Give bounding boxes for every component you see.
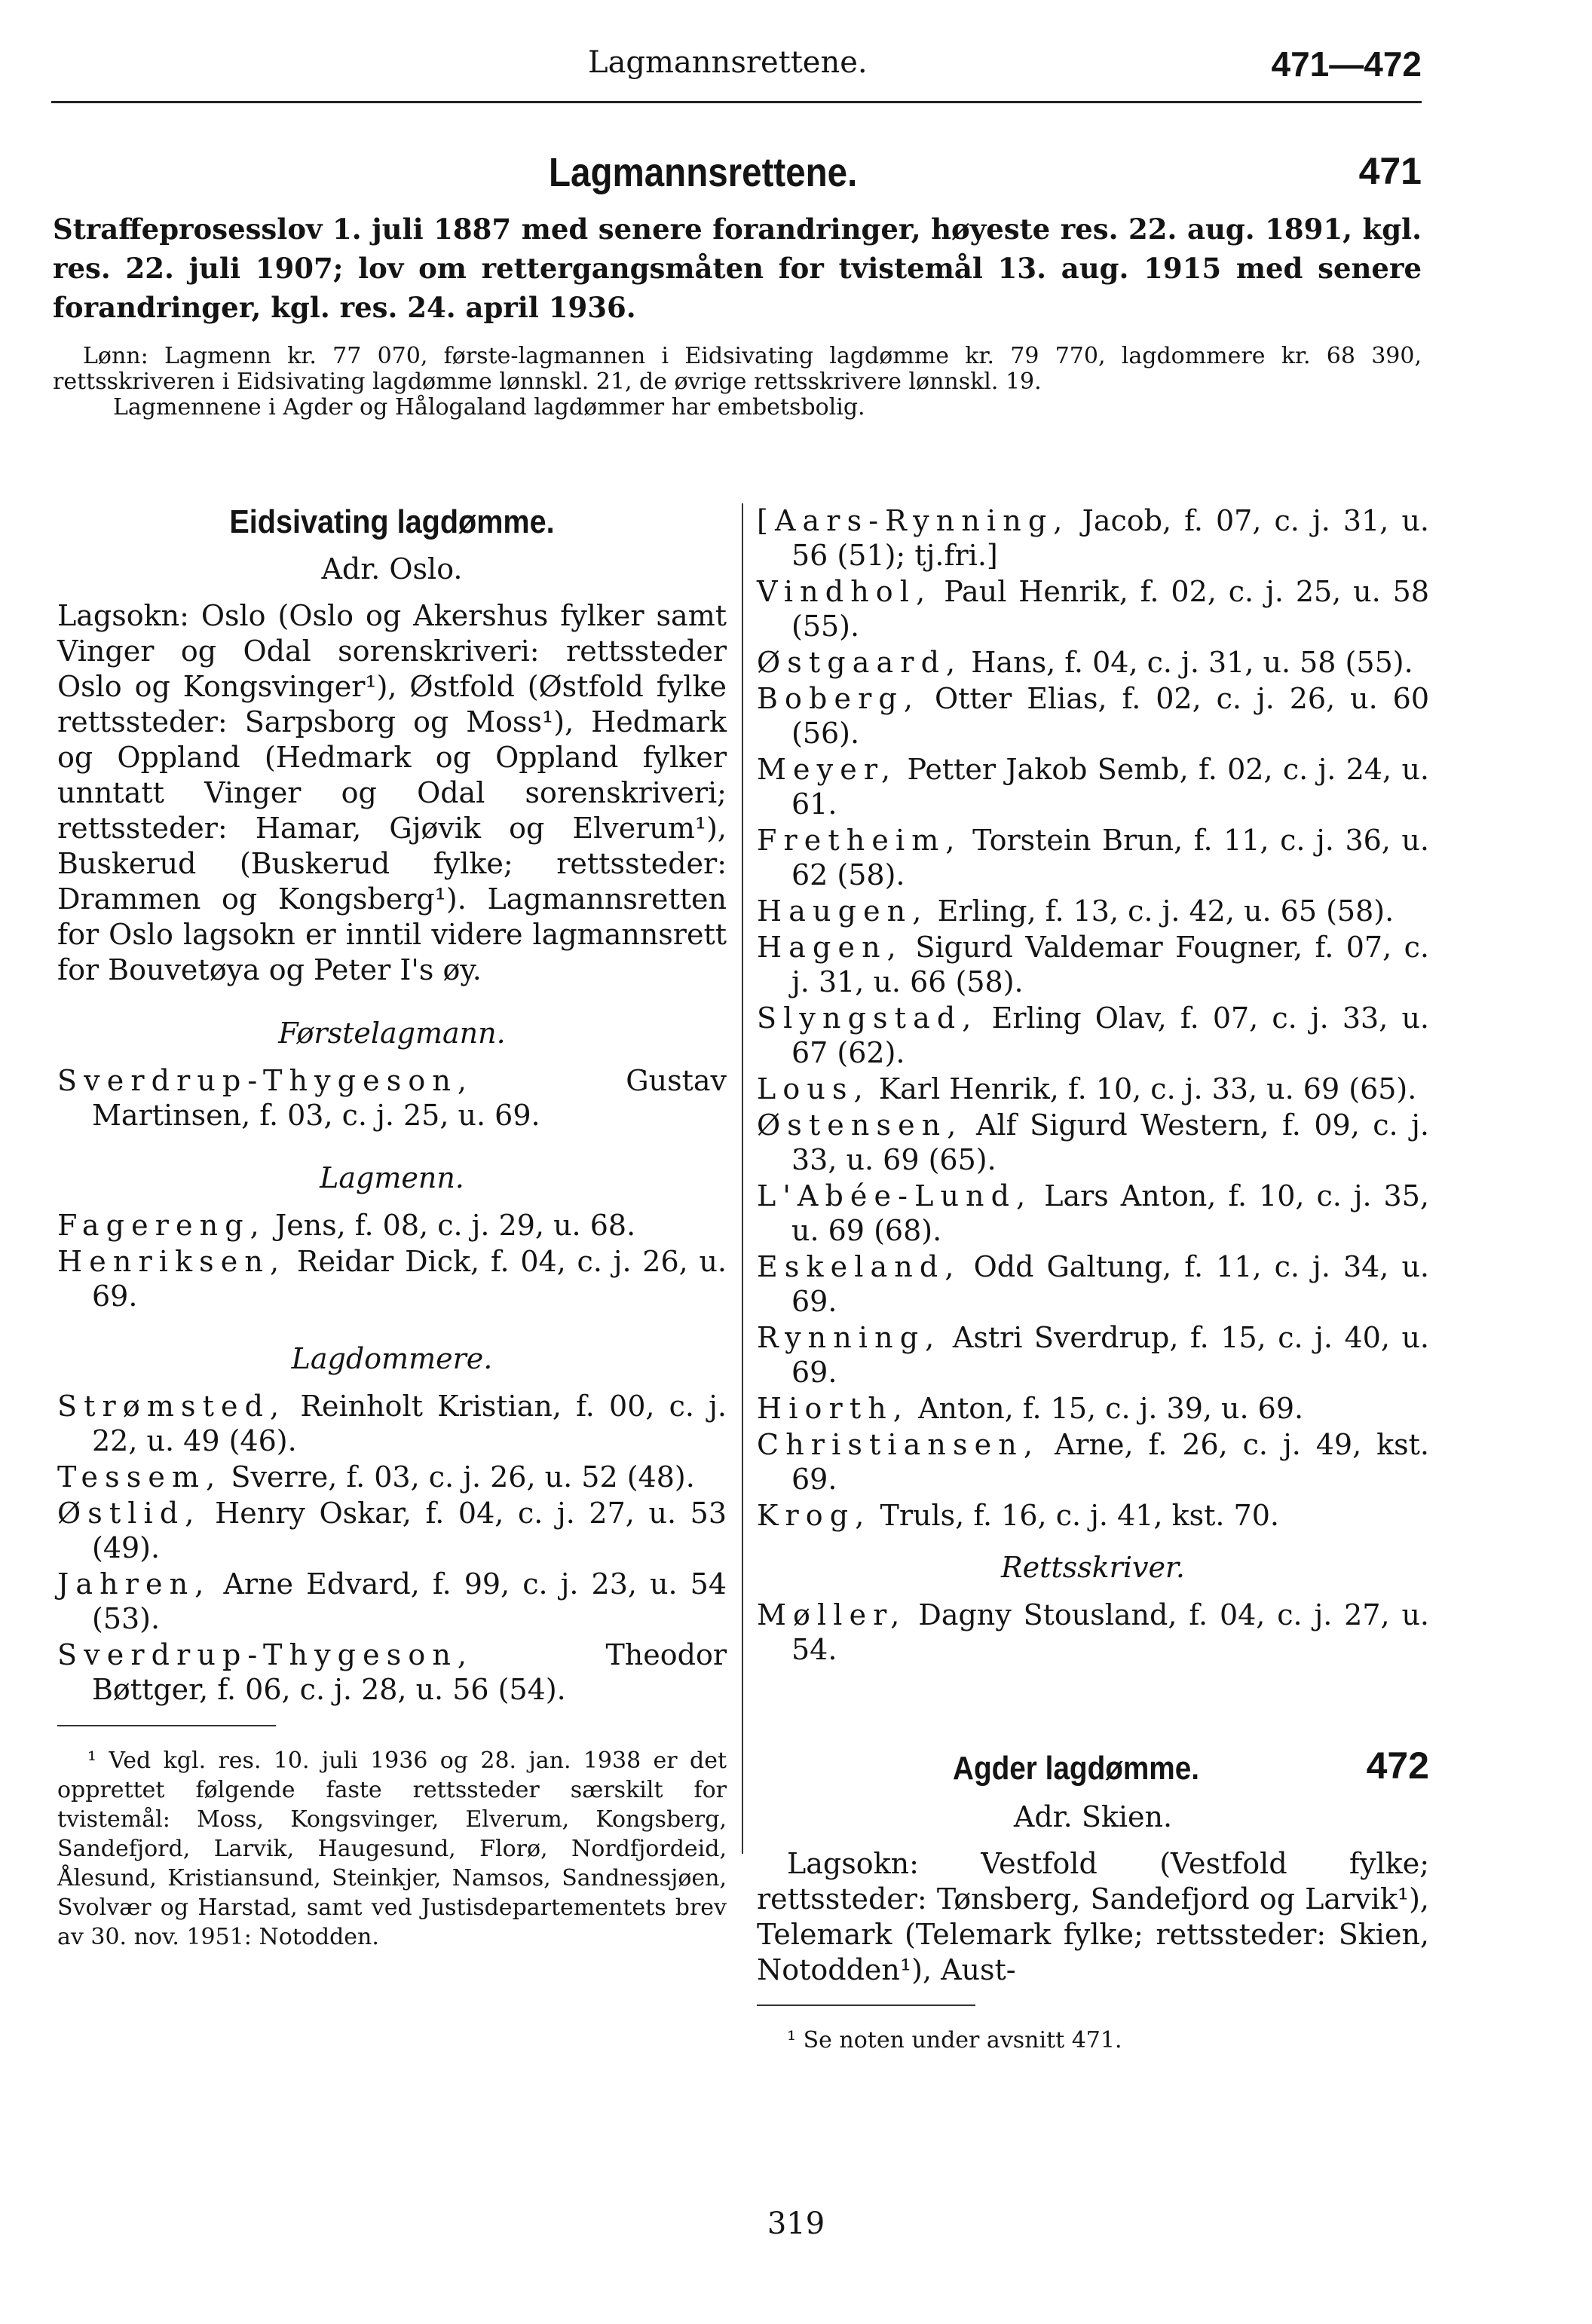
person-details: Anton, f. 15, c. j. 39, u. 69. xyxy=(909,1392,1304,1425)
running-head-title: Lagmannsrettene. xyxy=(588,45,868,80)
person-details: Paul Henrik, f. 02, c. j. 25, u. 58 (55). xyxy=(791,575,1429,643)
person-entry xyxy=(757,1598,1429,1667)
person-surname: Sverdrup-Thygeson, xyxy=(57,1638,474,1671)
person-entry xyxy=(57,1496,727,1565)
person-entry xyxy=(757,574,1429,644)
person-surname: Lous, xyxy=(757,1072,870,1105)
page-number: 319 xyxy=(767,2206,825,2241)
person-surname: Hiorth, xyxy=(757,1392,909,1425)
agder-lagsokn: Lagsokn: Vestfold (Vestfold fylke; rettssteder: Tønsberg, Sandefjord og Larvik¹), Telemark (Telemark fylke; rettssteder: Skien, Notodden¹), Aust- xyxy=(757,1847,1429,1986)
person-details: Henry Oskar, f. 04, c. j. 27, u. 53 (49). xyxy=(92,1497,727,1564)
agder-footnote: ¹ Se noten under avsnitt 471. xyxy=(787,2027,1122,2053)
person-entry xyxy=(757,894,1429,928)
lagdommere-heading: Lagdommere. xyxy=(291,1342,493,1375)
intro-salary-text: Lønn: Lagmenn kr. 77 070, første-lagmannen i Eidsivating lagdømme kr. 79 770, lagdommere kr. 68 390, rettsskriveren i Eidsivating lagdømme lønnskl. 21, de øvrige rettsskrivere lønnskl. 19. xyxy=(53,343,1422,395)
person-details: Theodor Bøttger, f. 06, c. j. 28, u. 56 (54). xyxy=(92,1638,727,1706)
person-details: Torstein Brun, f. 11, c. j. 36, u. 62 (58). xyxy=(791,824,1429,891)
person-surname: Eskeland, xyxy=(757,1250,961,1283)
person-surname: Christiansen, xyxy=(757,1428,1040,1461)
footnote-rule xyxy=(57,1725,276,1726)
person-surname: Strømsted, xyxy=(57,1390,286,1423)
person-details: Dagny Stousland, f. 04, c. j. 27, u. 54. xyxy=(791,1598,1429,1666)
person-entry xyxy=(57,1389,727,1458)
person-surname: Haugen, xyxy=(757,894,929,928)
person-surname: Hagen, xyxy=(757,931,903,964)
person-entry xyxy=(757,681,1429,751)
person-entry xyxy=(57,1638,727,1707)
person-entry xyxy=(57,1208,727,1243)
person-details: Truls, f. 16, c. j. 41, kst. 70. xyxy=(871,1499,1279,1532)
person-entry xyxy=(757,645,1429,680)
person-details: Erling Olav, f. 07, c. j. 33, u. 67 (62). xyxy=(791,1001,1429,1069)
left-column xyxy=(57,503,727,1952)
person-details: Jens, f. 08, c. j. 29, u. 68. xyxy=(265,1209,636,1242)
person-details: Hans, f. 04, c. j. 31, u. 58 (55). xyxy=(962,646,1413,679)
person-entry xyxy=(757,930,1429,999)
person-surname: Jahren, xyxy=(57,1567,211,1601)
person-surname: Rynning, xyxy=(757,1321,941,1354)
person-entry xyxy=(757,1179,1429,1248)
person-surname: [Aars-Rynning, xyxy=(757,504,1070,537)
person-details: Gustav Martinsen, f. 03, c. j. 25, u. 69. xyxy=(92,1064,727,1132)
person-surname: Vindhol, xyxy=(757,575,932,608)
right-column xyxy=(757,503,1429,2055)
person-surname: Krog, xyxy=(757,1499,871,1532)
person-surname: Østensen, xyxy=(757,1108,963,1142)
eidsivating-footnote: ¹ Ved kgl. res. 10. juli 1936 og 28. jan. 1938 er det opprettet følgende faste rettssteder særskilt for tvistemål: Moss, Kongsvinger, Elverum, Kongsberg, Sandefjord, Larvik, Haugesund, Florø, Nordfjordeid, Ålesund, Kristiansund, Steinkjer, Namsos, Sandnessjøen, Svolvær og Harstad, samt ved Justisdepartementets brev av 30. nov. 1951: Notodden. xyxy=(57,1748,727,1950)
person-details: Odd Galtung, f. 11, c. j. 34, u. 69. xyxy=(791,1250,1429,1318)
person-details: Jacob, f. 07, c. j. 31, u. 56 (51); tj.fri.] xyxy=(791,504,1429,572)
person-entry xyxy=(757,503,1429,573)
person-surname: Østlid, xyxy=(57,1497,201,1530)
person-surname: Møller, xyxy=(757,1598,907,1631)
eidsivating-lagsokn: Lagsokn: Oslo (Oslo og Akershus fylker samt Vinger og Odal sorenskriveri: rettssteder Oslo og Kongsvinger¹), Østfold (Østfold fylke rettssteder: Sarpsborg og Moss¹), Hedmark og Oppland (Hedmark og Oppland fylker unntatt Vinger og Odal sorenskriveri; rettssteder: Hamar, Gjøvik og Elverum¹), Buskerud (Buskerud fylke; rettssteder: Drammen og Kongsberg¹). Lagmannsretten for Oslo lagsokn er inntil videre lagmannsrett for Bouvetøya og Peter I's øy. xyxy=(57,599,727,986)
person-entry xyxy=(57,1460,727,1494)
eidsivating-address: Adr. Oslo. xyxy=(321,552,463,586)
person-details: Alf Sigurd Western, f. 09, c. j. 33, u. 69 (65). xyxy=(791,1108,1429,1176)
agder-number: 472 xyxy=(1366,1745,1429,1787)
intro-salary-block xyxy=(53,344,1422,420)
person-entry xyxy=(757,1072,1429,1106)
agder-title: Agder lagdømme. xyxy=(953,1750,1200,1787)
intro-law-text: Straffeprosesslov 1. juli 1887 med senere forandringer, høyeste res. 22. aug. 1891, kgl. res. 22. juli 1907; lov om rettergangsmåten for tvistemål 13. aug. 1915 med senere forandringer, kgl. res. 24. april 1936. xyxy=(53,213,1422,324)
forstelagmann-list xyxy=(57,1063,727,1133)
lagmenn-heading: Lagmenn. xyxy=(320,1161,464,1194)
agder-address: Adr. Skien. xyxy=(1013,1800,1173,1833)
lagdommere-list-left xyxy=(57,1389,727,1707)
agder-heading xyxy=(757,1744,1429,1798)
person-surname: Sverdrup-Thygeson, xyxy=(57,1064,474,1097)
eidsivating-title: Eidsivating lagdømme. xyxy=(229,503,555,540)
person-entry xyxy=(757,1001,1429,1070)
person-details: Karl Henrik, f. 10, c. j. 33, u. 69 (65). xyxy=(869,1072,1417,1105)
person-details: Arne, f. 26, c. j. 49, kst. 69. xyxy=(791,1428,1429,1496)
column-divider xyxy=(742,503,743,1854)
person-surname: Fagereng, xyxy=(57,1209,266,1242)
person-entry xyxy=(757,1498,1429,1533)
person-surname: Tessem, xyxy=(57,1460,222,1494)
person-entry xyxy=(757,1108,1429,1177)
person-details: Arne Edvard, f. 99, c. j. 23, u. 54 (53). xyxy=(92,1567,727,1635)
lagdommere-list-right xyxy=(757,503,1429,1533)
section-title: Lagmannsrettene. xyxy=(549,150,858,195)
person-details: Sigurd Valdemar Fougner, f. 07, c. j. 31, u. 66 (58). xyxy=(791,931,1429,998)
forstelagmann-heading: Førstelagmann. xyxy=(278,1017,506,1050)
person-entry xyxy=(57,1567,727,1636)
person-entry xyxy=(57,1063,727,1133)
person-details: Petter Jakob Semb, f. 02, c. j. 24, u. 61. xyxy=(791,753,1429,821)
rettsskriver-list xyxy=(757,1598,1429,1667)
person-entry xyxy=(757,823,1429,892)
person-entry xyxy=(57,1244,727,1313)
person-details: Sverre, f. 03, c. j. 26, u. 52 (48). xyxy=(222,1460,695,1494)
section-number: 471 xyxy=(1358,150,1422,192)
person-details: Astri Sverdrup, f. 15, c. j. 40, u. 69. xyxy=(791,1321,1429,1389)
person-surname: Meyer, xyxy=(757,753,898,786)
person-entry xyxy=(757,1320,1429,1390)
intro-housing-text: Lagmennene i Agder og Hålogaland lagdømmer har embetsbolig. xyxy=(113,394,865,420)
person-entry xyxy=(757,1427,1429,1497)
person-details: Lars Anton, f. 10, c. j. 35, u. 69 (68). xyxy=(791,1179,1429,1247)
person-entry xyxy=(757,752,1429,821)
person-details: Otter Elias, f. 02, c. j. 26, u. 60 (56). xyxy=(791,682,1429,750)
person-surname: Henriksen, xyxy=(57,1245,286,1278)
person-entry xyxy=(757,1391,1429,1426)
person-entry xyxy=(757,1249,1429,1319)
person-surname: Fretheim, xyxy=(757,824,962,857)
lagmenn-list xyxy=(57,1208,727,1313)
person-details: Reidar Dick, f. 04, c. j. 26, u. 69. xyxy=(92,1245,727,1313)
header-rule xyxy=(51,101,1422,103)
rettsskriver-heading: Rettsskriver. xyxy=(1000,1551,1185,1584)
person-surname: Østgaard, xyxy=(757,646,963,679)
person-surname: Boberg, xyxy=(757,682,920,715)
person-details: Erling, f. 13, c. j. 42, u. 65 (58). xyxy=(928,894,1395,928)
running-head-page-range: 471—472 xyxy=(1271,44,1422,84)
person-surname: Slyngstad, xyxy=(757,1001,978,1035)
person-surname: L'Abée-Lund, xyxy=(757,1179,1033,1212)
person-details: Reinholt Kristian, f. 00, c. j. 22, u. 49 (46). xyxy=(92,1390,727,1457)
agder-footnote-rule xyxy=(757,2004,975,2006)
